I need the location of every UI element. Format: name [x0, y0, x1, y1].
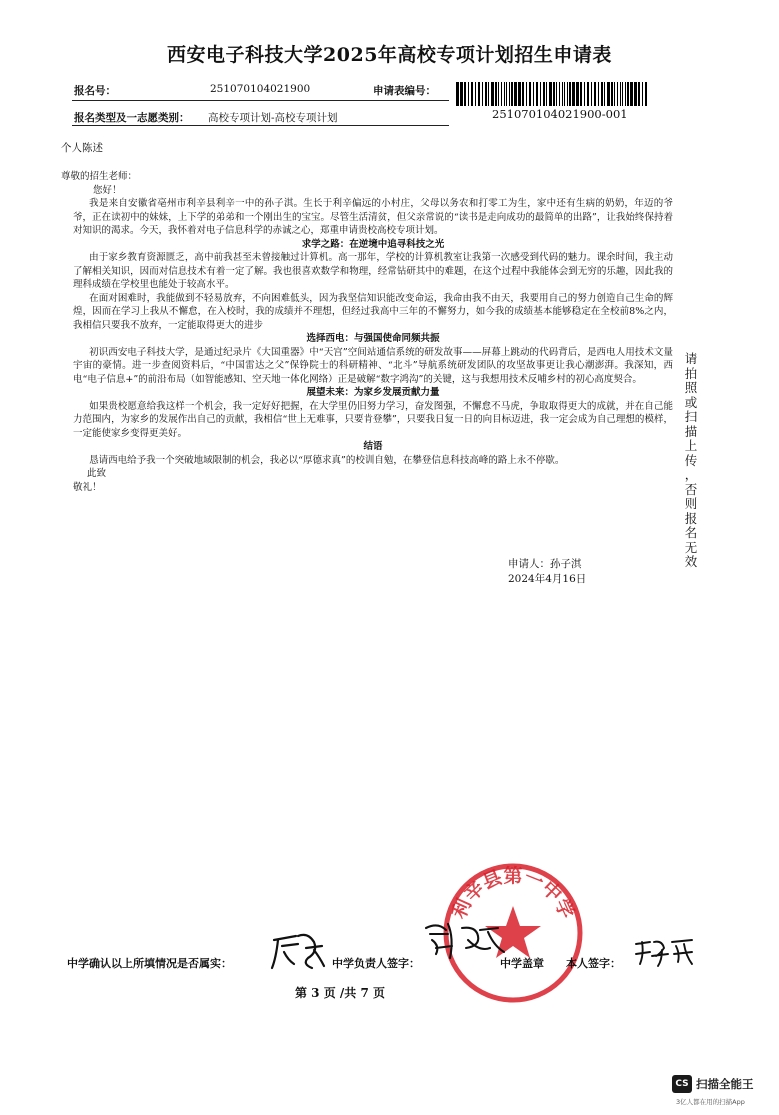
barcode-bar: [572, 82, 575, 106]
barcode-bar: [485, 82, 487, 106]
barcode-bar: [549, 82, 552, 106]
barcode-bar: [464, 82, 466, 106]
paragraph-5: 如果贵校愿意给我这样一个机会，我一定好好把握，在大学里仍旧努力学习，奋发图强，不懈怠不马虎，争取取得更大的成就，并在自己能力范围内，为家乡的发展作出自己的贡献，我相信“世上无难事，只要肯登攀”，只要我日复一日的向目标迈进，我一定会成为自己理想的模样，一定能使家乡变得更美好。: [73, 400, 673, 439]
statement-date: 2024年4月16日: [508, 573, 587, 585]
side-note: [684, 352, 698, 570]
barcode-bar: [638, 82, 640, 106]
side-note-char: 则: [684, 496, 698, 511]
handwritten-signature-confirm: [268, 928, 328, 972]
side-note-char: 效: [684, 554, 698, 569]
side-note-char: 报: [684, 510, 698, 526]
school-confirm-label: 中学确认以上所填情况是否属实：: [67, 957, 232, 970]
barcode-bar: [533, 82, 534, 106]
barcode-bar: [584, 82, 585, 106]
barcode-bar: [611, 82, 613, 106]
barcode-bar: [567, 82, 568, 106]
barcode-bar: [506, 82, 507, 106]
side-note-char: 名: [684, 525, 698, 540]
side-note-char: 描: [684, 423, 698, 439]
personal-statement: [61, 170, 673, 494]
barcode-bar: [511, 82, 513, 106]
side-note-char: 否: [684, 481, 698, 497]
barcode-bar: [546, 82, 547, 106]
barcode-bar: [518, 82, 521, 106]
section-title: 个人陈述: [61, 142, 103, 154]
school-seal-label: 中学盖章: [500, 957, 544, 970]
barcode-bar: [501, 82, 502, 106]
header-rule-1: [72, 100, 449, 101]
barcode-bar: [509, 82, 510, 106]
side-note-char: 拍: [684, 365, 698, 381]
barcode-bar: [625, 82, 626, 106]
category-value: 高校专项计划-高校专项计划: [208, 112, 338, 124]
scanner-app-tagline: 3亿人都在用的扫描App: [676, 1098, 745, 1106]
heading-study: 求学之路：在逆境中追寻科技之光: [301, 238, 445, 250]
barcode-bar: [540, 82, 541, 106]
registration-number-value: 251070104021900: [210, 83, 311, 95]
barcode-bar: [630, 82, 633, 106]
side-note-char: ，: [684, 467, 698, 482]
barcode-bar: [587, 82, 589, 106]
barcode-bar: [645, 82, 647, 106]
barcode-bar: [478, 82, 480, 106]
paragraph-2: 由于家乡教育资源匮乏，高中前我甚至未曾接触过计算机。高一那年，学校的计算机教室让我第一次感受到代码的魅力。课余时间，我主动了解相关知识，因而对信息技术有着一定了解。我也很喜欢数学和物理，经常钻研其中的难题，在这个过程中我能体会到无穷的乐趣，因此我的理科成绩在学校里也能处于较高水平。: [73, 252, 673, 290]
barcode-bar: [522, 82, 524, 106]
barcode-bar: [569, 82, 571, 106]
barcode-bar: [468, 82, 469, 106]
side-note-char: 照: [684, 380, 698, 395]
barcode-bar: [562, 82, 563, 106]
scanner-app-badge: [672, 1075, 770, 1093]
barcode-bar: [591, 82, 592, 106]
barcode-bar: [456, 82, 459, 106]
side-note-char: 请: [684, 351, 698, 366]
registration-number-label: 报名号：: [74, 85, 116, 97]
barcode-bar: [491, 82, 494, 106]
barcode-bar: [564, 82, 565, 106]
barcode-bar: [642, 82, 643, 106]
barcode-bar: [620, 82, 621, 106]
application-number-label: 申请表编号：: [373, 85, 436, 97]
header-rule-2: [72, 125, 449, 126]
barcode-bar: [576, 82, 579, 106]
closing-2: 敬礼！: [73, 481, 102, 493]
barcode-bar: [482, 82, 483, 106]
paragraph-4: 初识西安电子科技大学，是通过纪录片《大国重器》中“天宫”空间站通信系统的研发故事——屏幕上跳动的代码背后，是西电人用技术文量宇宙的豪情。进一步查阅资料后，“中国雷达之父”保铮院士的科研精神、“北斗”导航系统研发团队的攻坚故事更让我心潮澎湃。我深知，西电“电子信息+”的前沿布局（如智能感知、空天地一体化网络）正是破解“数字鸿沟”的关键，这与我想用技术反哺乡村的初心高度契合。: [73, 346, 673, 385]
stamp-text: 利辛县第一中学: [448, 865, 578, 923]
barcode-bar: [580, 82, 582, 106]
barcode-bar: [622, 82, 623, 106]
barcode-bar: [604, 82, 605, 106]
barcode-bar: [495, 82, 497, 106]
barcode-bar: [504, 82, 505, 106]
application-number-value: 251070104021900-001: [492, 107, 628, 121]
barcode-bar: [614, 82, 615, 106]
barcode-bar: [460, 82, 463, 106]
side-note-char: 无: [684, 539, 698, 555]
category-label: 报名类型及一志愿类别：: [74, 112, 190, 124]
paragraph-3: 在面对困难时，我能做到不轻易放弃，不向困难低头，因为我坚信知识能改变命运，我命由我不由天，我要用自己的努力创造自己生命的辉煌，因而在学习上我从不懈怠，在入校时，我的成绩并不理想，但经过我高中三年的不懈努力，如今我的成绩基本能够稳定在全校前8%之内，我相信只要我不放弃，一定能取得更大的进步: [73, 292, 673, 331]
principal-sign-label: 中学负责人签字：: [332, 957, 420, 970]
barcode-bar: [475, 82, 476, 106]
applicant-name: 申请人：孙子淇: [508, 558, 582, 570]
page-number: 第 3 页 /共 7 页: [295, 986, 385, 1000]
greeting: 您好！: [93, 184, 122, 196]
barcode-bar: [607, 82, 610, 106]
camscanner-logo-icon: CS: [672, 1075, 692, 1093]
closing-1: 此致: [87, 468, 107, 479]
salutation: 尊敬的招生老师：: [61, 171, 138, 182]
barcode-bar: [488, 82, 489, 106]
barcode-bar: [498, 82, 499, 106]
handwritten-signature-self: [632, 936, 696, 968]
barcode-bar: [559, 82, 560, 106]
self-sign-label: 本人签字：: [566, 957, 621, 970]
barcode-bar: [601, 82, 603, 106]
barcode-bar: [526, 82, 527, 106]
barcode-bar: [471, 82, 473, 106]
heading-conclusion: 结语: [363, 441, 383, 452]
side-note-char: 扫: [684, 409, 698, 424]
barcode: [456, 82, 648, 106]
paragraph-1: 我是来自安徽省亳州市利辛县利辛一中的孙子淇。生长于利辛偏远的小村庄，父母以务农和打零工为生，家中还有生病的奶奶，年迈的爷爷，正在读初中的妹妹，上下学的弟弟和一个刚出生的宝宝。尽管生活清贫，但父亲常说的“读书是走向成功的最简单的出路”，让我始终保持着对知识的渴求。今天，我怀着对电子信息科学的赤诚之心，郑重申请贵校高校专项计划。: [73, 198, 673, 236]
barcode-bar: [529, 82, 531, 106]
barcode-bar: [553, 82, 555, 106]
barcode-bar: [617, 82, 618, 106]
side-note-char: 传: [684, 452, 698, 468]
handwritten-signature-principal: [418, 918, 508, 964]
paragraph-6: 恳请西电给予我一个突破地域限制的机会，我必以“厚德求真”的校训自勉，在攀登信息科技高峰的路上永不停歇。: [89, 454, 565, 466]
barcode-bar: [594, 82, 596, 106]
barcode-bar: [627, 82, 629, 106]
side-note-char: 上: [684, 438, 698, 453]
barcode-bar: [634, 82, 637, 106]
heading-choose: 选择西电：与强国使命同频共振: [306, 333, 440, 344]
barcode-bar: [543, 82, 545, 106]
barcode-bar: [514, 82, 517, 106]
barcode-bar: [598, 82, 599, 106]
barcode-bar: [536, 82, 538, 106]
scanner-app-name: 扫描全能王: [696, 1077, 754, 1091]
barcode-bar: [556, 82, 557, 106]
side-note-char: 或: [684, 394, 698, 410]
page-title: 西安电子科技大学2025年高校专项计划招生申请表: [167, 44, 612, 66]
heading-future: 展望未来：为家乡发展贡献力量: [306, 387, 440, 398]
